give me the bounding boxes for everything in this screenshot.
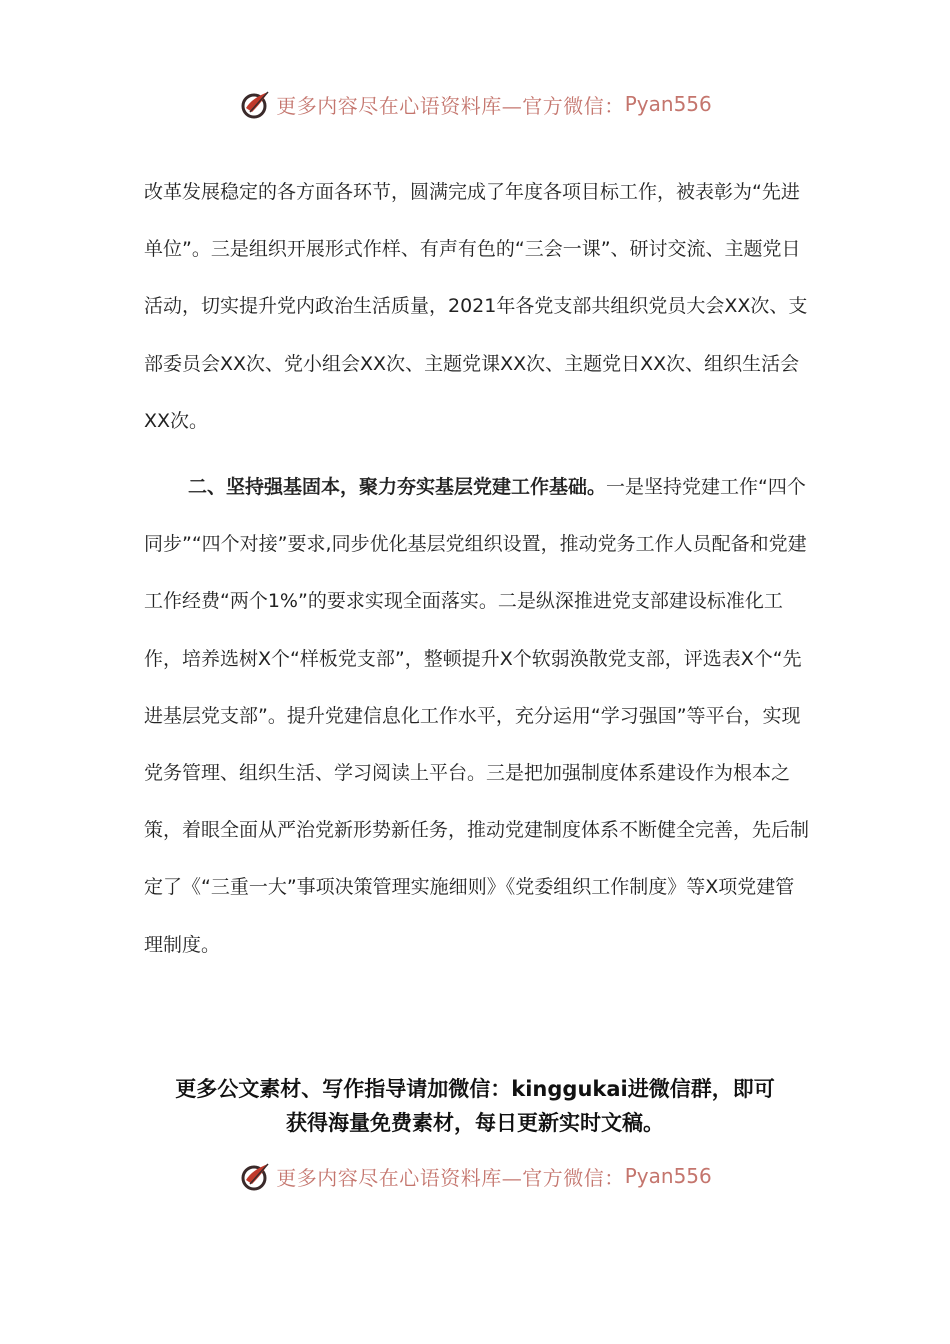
promo-line-1: 更多公文素材、写作指导请加微信：kinggukai进微信群，即可 bbox=[175, 1077, 775, 1101]
banner-text: 更多内容尽在心语资料库—官方微信： bbox=[276, 1165, 625, 1190]
footer-banner bbox=[0, 1156, 950, 1196]
quill-pen-logo-icon bbox=[238, 86, 274, 122]
banner-text: 更多内容尽在心语资料库—官方微信： bbox=[276, 93, 625, 118]
promo-line-2: 获得海量免费素材，每日更新实时文稿。 bbox=[286, 1111, 664, 1135]
body-paragraph-1: 改革发展稳定的各方面各环节，圆满完成了年度各项目标工作，被表彰为“先进单位”。三是组织开展形式作样、有声有色的“三会一课”、研讨交流、主题党日活动，切实提升党内政治生活质量，2021年各党支部共组织党员大会XX次、支部委员会XX次、党小组会XX次、主题党课XX次、主题党日XX次、组织生活会XX次。 bbox=[144, 181, 808, 432]
header-banner bbox=[0, 84, 950, 124]
quill-pen-logo-icon bbox=[238, 1158, 274, 1194]
footer-promo bbox=[100, 1072, 850, 1140]
body-paragraph-2 bbox=[144, 459, 812, 974]
banner-wechat-id: Pyan556 bbox=[624, 92, 712, 116]
section-text: 一是坚持党建工作“四个同步”“四个对接”要求,同步优化基层党组织设置，推动党务工作人员配备和党建工作经费“两个1%”的要求实现全面落实。二是纵深推进党支部建设标准化工作，培养选树X个“样板党支部”，整顿提升X个软弱涣散党支部，评选表X个“先进基层党支部”。提升党建信息化工作水平，充分运用“学习强国”等平台，实现党务管理、组织生活、学习阅读上平台。三是把加强制度体系建设作为根本之策，着眼全面从严治党新形势新任务，推动党建制度体系不断健全完善，先后制定了《“三重一大”事项决策管理实施细则》《党委组织工作制度》等X项党建管理制度。 bbox=[144, 476, 810, 956]
banner-wechat-id: Pyan556 bbox=[624, 1164, 712, 1188]
section-heading: 二、坚持强基固本，聚力夯实基层党建工作基础。 bbox=[188, 476, 607, 498]
